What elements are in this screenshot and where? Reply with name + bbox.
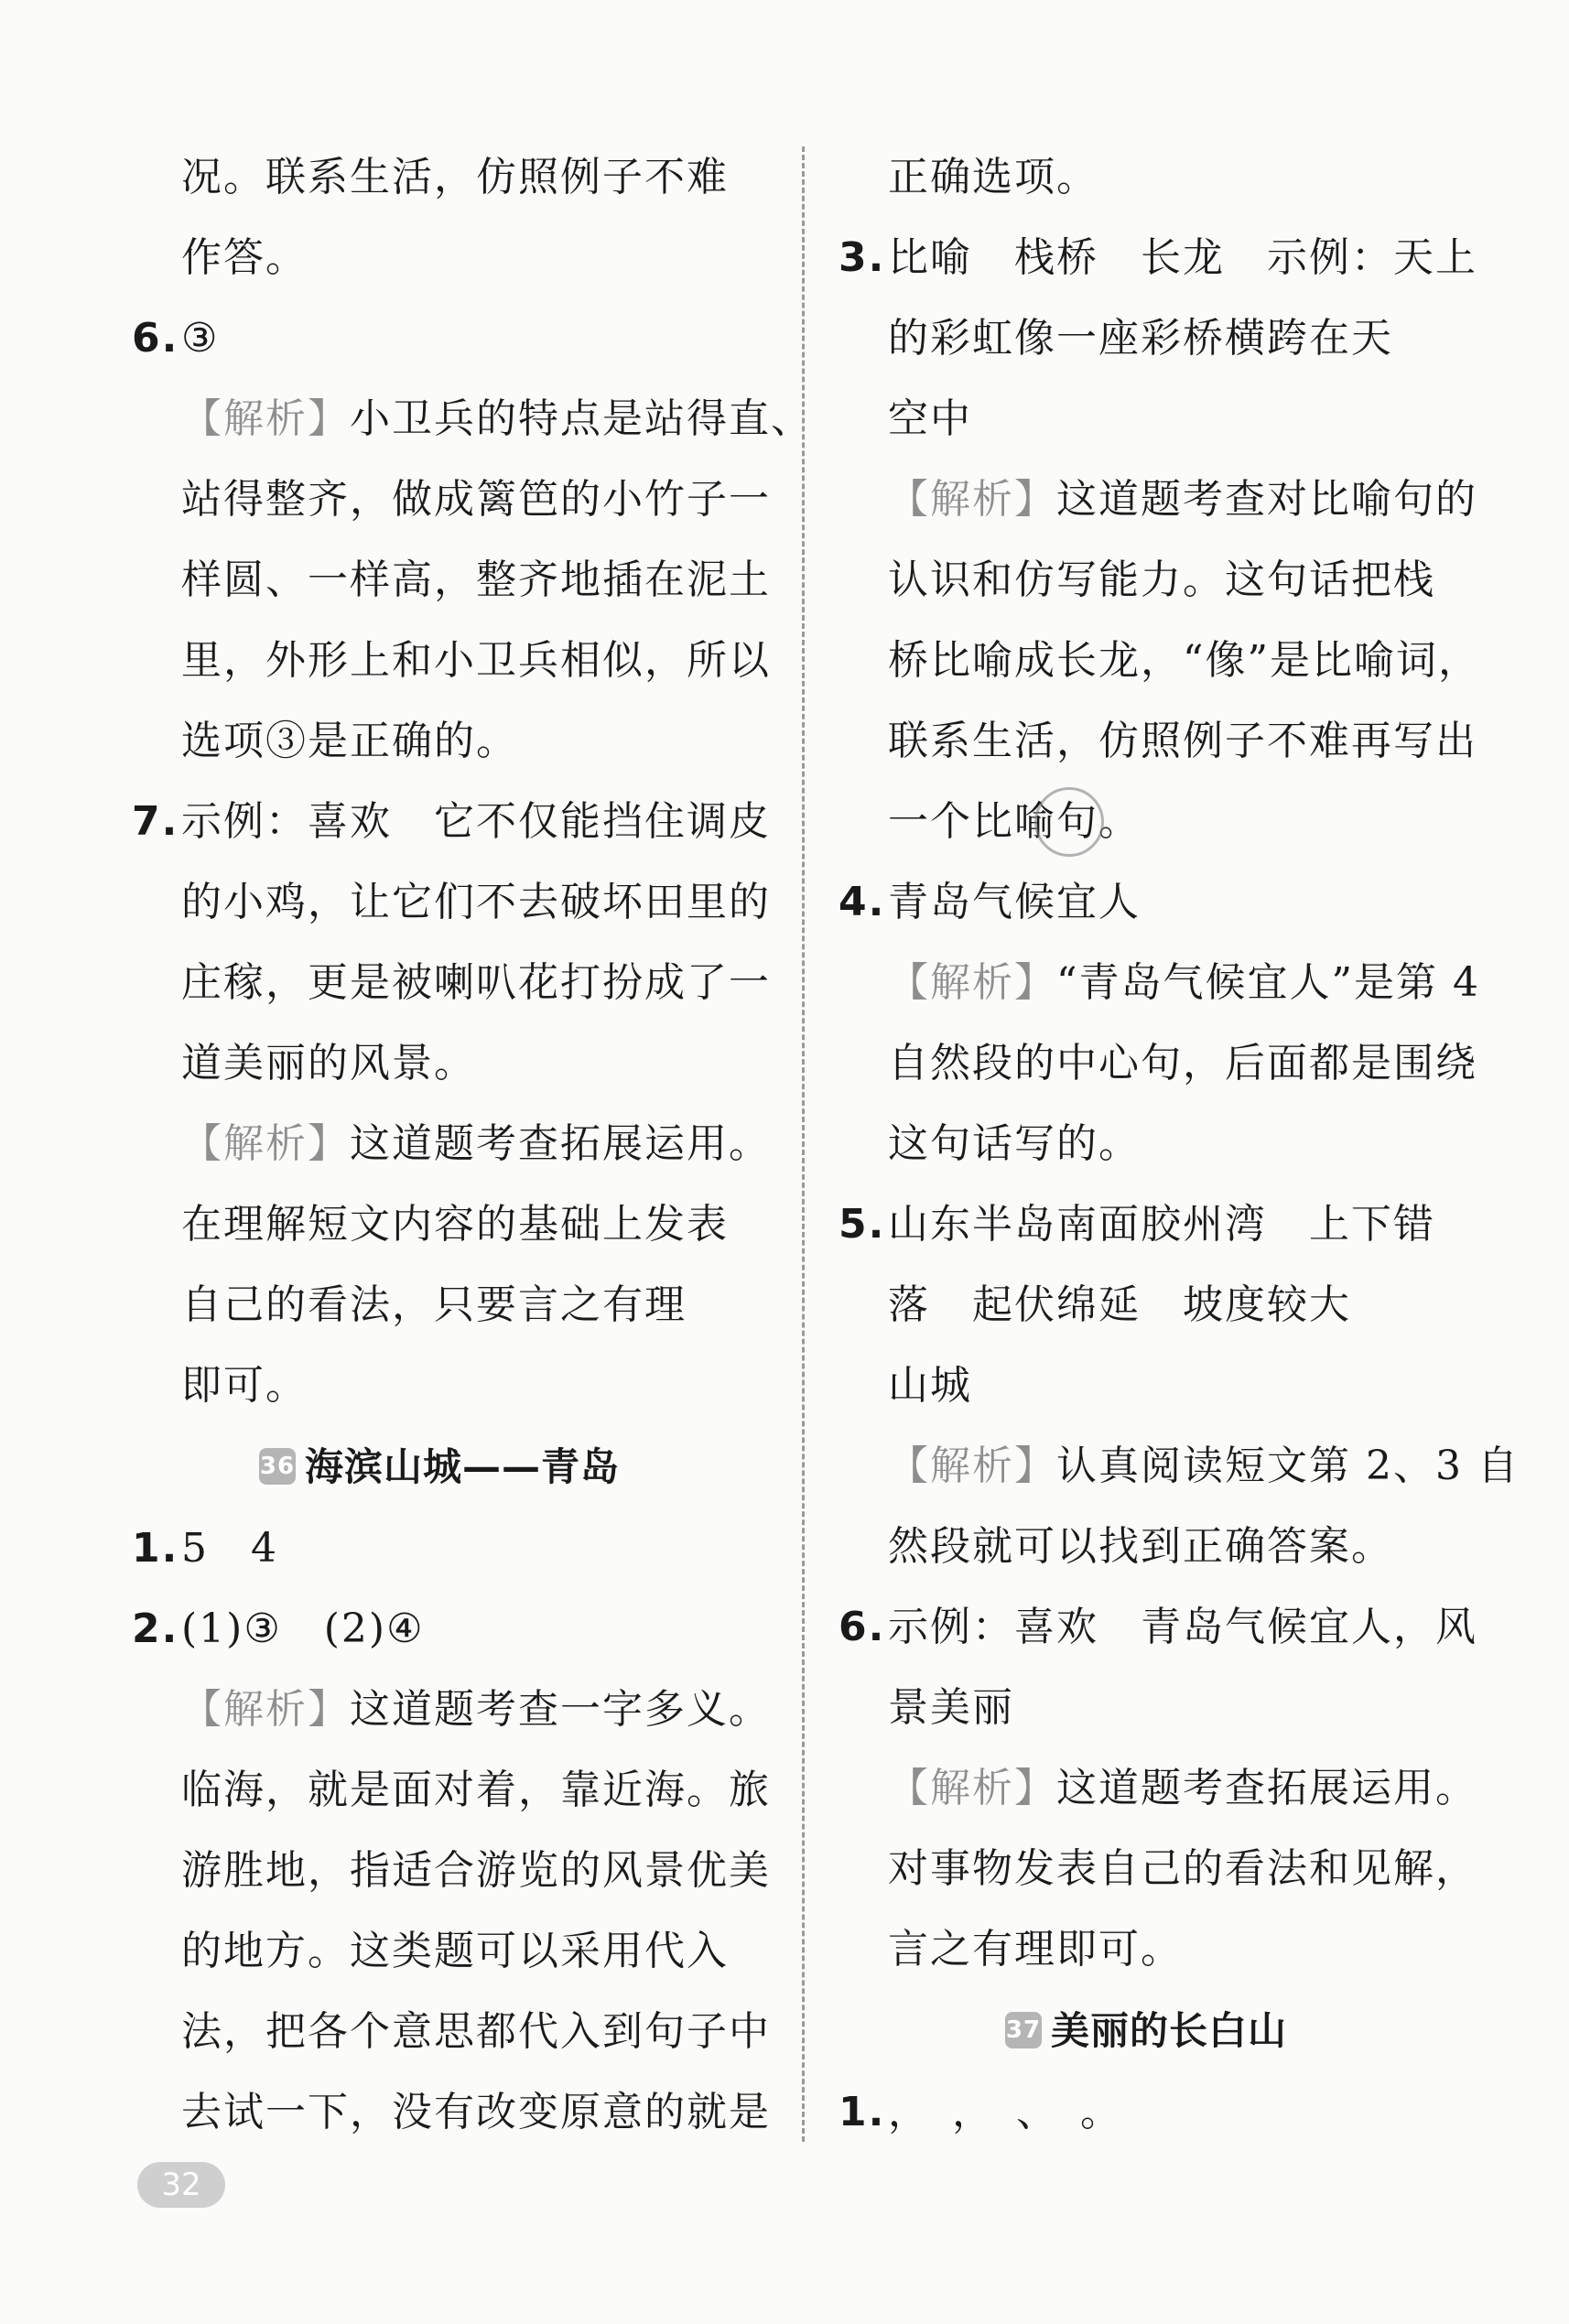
line-text: 小卫兵的特点是站得直、 xyxy=(350,395,813,442)
text-line xyxy=(128,218,751,298)
line-text: 一个比喻句。 xyxy=(888,798,1141,845)
text-line xyxy=(835,137,1457,218)
line-text: 正确选项。 xyxy=(888,154,1098,200)
page-number: 32 xyxy=(137,2162,225,2208)
section-title: 海滨山城——青岛 xyxy=(304,1444,620,1489)
analysis-tag: 【解析】 xyxy=(181,395,350,442)
analysis-line xyxy=(835,943,1480,1023)
text-line xyxy=(835,1023,1477,1104)
analysis-line xyxy=(128,1670,771,1750)
line-text: 认真阅读短文第 2、3 自 xyxy=(1056,1443,1520,1489)
analysis-tag: 【解析】 xyxy=(181,1686,350,1733)
line-text: 去试一下，没有改变原意的就是 xyxy=(181,2089,771,2135)
line-text: 作答。 xyxy=(181,234,308,281)
text-line xyxy=(128,943,771,1023)
line-text: 游胜地，指适合游览的风景优美 xyxy=(181,1847,771,1894)
text-line xyxy=(128,1831,771,1911)
item-number: 6. xyxy=(132,315,179,362)
line-text: 这句话写的。 xyxy=(888,1120,1141,1167)
answer-item xyxy=(835,862,1457,943)
watermark-stamp xyxy=(1034,787,1104,857)
text-line xyxy=(835,298,1457,379)
item-number: 7. xyxy=(132,798,179,845)
line-text: 这道题考查拓展运用。 xyxy=(350,1120,771,1167)
line-text: 示例：喜欢 它不仅能挡住调皮 xyxy=(181,798,771,845)
text-line xyxy=(128,1346,751,1426)
left-column xyxy=(128,137,813,2153)
line-text: 景美丽 xyxy=(888,1684,1014,1731)
section-number-badge: 37 xyxy=(1005,2012,1042,2048)
text-line xyxy=(128,137,751,218)
section-heading xyxy=(128,1426,751,1508)
item-number: 6. xyxy=(839,1604,886,1650)
text-line xyxy=(835,540,1457,621)
analysis-line xyxy=(128,1104,771,1184)
text-line xyxy=(128,1023,751,1104)
text-line xyxy=(835,1507,1457,1587)
line-text: 这道题考查拓展运用。 xyxy=(1056,1765,1477,1811)
section-number-badge: 36 xyxy=(259,1448,296,1485)
item-number: 3. xyxy=(839,234,886,281)
text-line xyxy=(835,1668,1457,1748)
analysis-tag: 【解析】 xyxy=(888,1443,1056,1489)
text-line xyxy=(128,1750,771,1831)
line-text: 言之有理即可。 xyxy=(888,1926,1183,1973)
answer-item xyxy=(128,1508,751,1589)
text-line xyxy=(835,1104,1457,1184)
item-number: 5. xyxy=(839,1201,886,1248)
line-text: 的彩虹像一座彩桥横跨在天 xyxy=(888,315,1393,362)
answer-item xyxy=(835,218,1477,298)
text-line xyxy=(128,540,771,621)
line-text: 道美丽的风景。 xyxy=(181,1040,476,1086)
line-text: 自然段的中心句，后面都是围绕 xyxy=(888,1040,1477,1086)
analysis-tag: 【解析】 xyxy=(888,476,1056,523)
column-divider xyxy=(802,146,805,2142)
line-text: 站得整齐，做成篱笆的小竹子一 xyxy=(181,476,771,523)
line-text: 认识和仿写能力。这句话把栈 xyxy=(888,557,1435,603)
line-text: 山城 xyxy=(888,1362,972,1409)
line-text: 联系生活，仿照例子不难再写出 xyxy=(888,718,1477,764)
item-number: 1. xyxy=(132,1525,179,1572)
text-line xyxy=(835,1829,1477,1909)
line-text: 在理解短文内容的基础上发表 xyxy=(181,1201,729,1248)
line-text: 山东半岛南面胶州湾 上下错 xyxy=(888,1201,1435,1248)
line-text: 示例：喜欢 青岛气候宜人，风 xyxy=(888,1604,1477,1650)
line-text: 落 起伏绵延 坡度较大 xyxy=(888,1281,1351,1328)
line-text: 样圆、一样高，整齐地插在泥土 xyxy=(181,557,771,603)
line-text: 对事物发表自己的看法和见解， xyxy=(888,1845,1477,1892)
line-text: 里，外形上和小卫兵相似，所以 xyxy=(181,637,771,684)
answer-item xyxy=(835,1184,1457,1265)
line-text: 然段就可以找到正确答案。 xyxy=(888,1523,1393,1570)
answer-item xyxy=(128,1589,751,1670)
analysis-line xyxy=(128,379,813,459)
text-line xyxy=(835,701,1477,782)
line-text: 临海，就是面对着，靠近海。旅 xyxy=(181,1767,771,1813)
analysis-line xyxy=(835,1426,1520,1507)
item-number: 1. xyxy=(839,2089,886,2135)
line-text: 的地方。这类题可以采用代入 xyxy=(181,1928,729,1974)
answer-item xyxy=(128,782,771,862)
text-line xyxy=(835,1265,1457,1346)
item-number: 2. xyxy=(132,1605,179,1652)
line-text: 况。联系生活，仿照例子不难 xyxy=(181,154,729,200)
text-line xyxy=(128,459,771,540)
line-text: 的小鸡，让它们不去破坏田里的 xyxy=(181,879,771,925)
line-text: ， ， 、 。 xyxy=(888,2089,1122,2135)
section-heading xyxy=(835,1990,1457,2072)
answer-item xyxy=(128,298,751,379)
answer-item xyxy=(835,1587,1477,1668)
item-number: 4. xyxy=(839,879,886,925)
text-line xyxy=(128,701,751,782)
text-line xyxy=(835,379,1457,459)
text-line xyxy=(835,1346,1457,1426)
line-text: 即可。 xyxy=(181,1362,308,1409)
text-line xyxy=(835,782,1457,862)
line-text: 庄稼，更是被喇叭花打扮成了一 xyxy=(181,959,771,1006)
analysis-tag: 【解析】 xyxy=(888,959,1056,1006)
line-text: 选项③是正确的。 xyxy=(181,718,518,764)
line-text: 桥比喻成长龙，“像”是比喻词， xyxy=(888,637,1480,684)
text-line xyxy=(128,2072,771,2153)
text-line xyxy=(835,1909,1457,1990)
analysis-tag: 【解析】 xyxy=(888,1765,1056,1811)
text-line xyxy=(128,1911,751,1992)
line-text: 自己的看法，只要言之有理 xyxy=(181,1281,687,1328)
text-line xyxy=(835,621,1480,701)
text-line xyxy=(128,1265,751,1346)
line-text: “青岛气候宜人”是第 4 xyxy=(1056,959,1480,1006)
analysis-line xyxy=(835,459,1477,540)
text-line xyxy=(128,862,771,943)
analysis-line xyxy=(835,1748,1477,1829)
line-text: 这道题考查对比喻句的 xyxy=(1056,476,1477,523)
line-text: 青岛气候宜人 xyxy=(888,879,1141,925)
line-text: ③ xyxy=(181,315,220,362)
answer-item xyxy=(835,2072,1457,2153)
line-text: 5 4 xyxy=(181,1525,278,1572)
text-line xyxy=(128,1992,771,2072)
text-line xyxy=(128,621,771,701)
right-column xyxy=(835,137,1520,2153)
line-text: 比喻 栈桥 长龙 示例：天上 xyxy=(888,234,1477,281)
analysis-tag: 【解析】 xyxy=(181,1120,350,1167)
text-line xyxy=(128,1184,751,1265)
line-text: (1)③ (2)④ xyxy=(181,1605,425,1652)
line-text: 空中 xyxy=(888,395,972,442)
section-title: 美丽的长白山 xyxy=(1050,2008,1287,2053)
line-text: 这道题考查一字多义。 xyxy=(350,1686,771,1733)
line-text: 法，把各个意思都代入到句子中 xyxy=(181,2008,771,2055)
